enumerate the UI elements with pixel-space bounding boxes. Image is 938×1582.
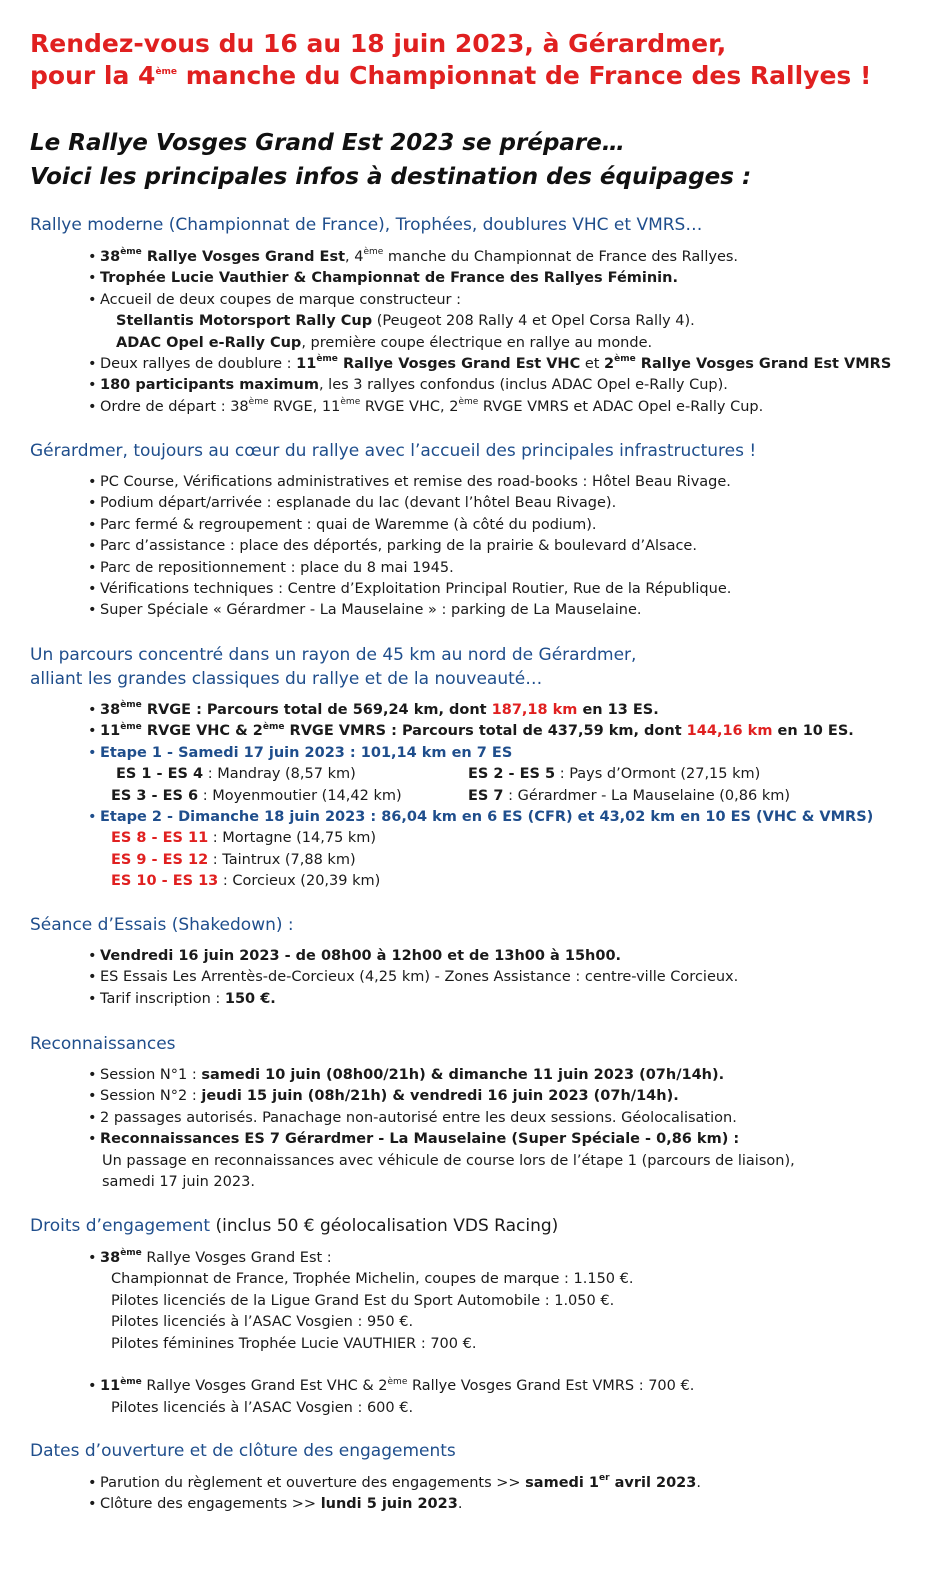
text: manche du Championnat de France des Rallyes.: [383, 249, 739, 265]
sup: ème: [614, 354, 636, 365]
stage-text: : Moyenmoutier (14,42 km): [198, 787, 402, 804]
sup: ème: [340, 397, 361, 408]
sup: ème: [120, 247, 142, 258]
sup: ème: [120, 700, 142, 711]
list-item: [88, 354, 891, 375]
list-item-etape-1: [88, 743, 873, 764]
section-list-gerardmer: [88, 472, 731, 622]
text: jeudi 15 juin (08h/21h) & vendredi 16 juin 2023 (07h/14h).: [201, 1088, 679, 1105]
sup: ème: [248, 397, 269, 408]
text: samedi 1: [525, 1475, 600, 1491]
intro-line-2: Voici les principales infos à destination des équipages :: [30, 164, 752, 190]
text: 11: [296, 356, 317, 373]
list-item: [88, 1473, 701, 1494]
list-item: [88, 397, 891, 418]
stage-id: ES 3 - ES 6: [111, 787, 199, 804]
text: ADAC Opel e-Rally Cup: [116, 334, 302, 351]
headline-line-1: Rendez-vous du 16 au 18 juin 2023, à Gérardmer,: [30, 29, 727, 58]
text: RVGE, 11: [268, 398, 341, 415]
section-title-line: alliant les grandes classiques du rallye et de la nouveauté…: [30, 669, 543, 689]
text: Parution du règlement et ouverture des engagements >>: [100, 1475, 526, 1491]
list-subitem: Pilotes licenciés de la Ligue Grand Est du Sport Automobile : 1.050 €.: [111, 1292, 615, 1309]
list-item: [88, 290, 891, 311]
text: Rallye Vosges Grand Est :: [141, 1250, 332, 1266]
stage-id: ES 8 - ES 11: [111, 830, 209, 847]
text: Deux rallyes de doublure :: [100, 356, 297, 373]
text: Session N°2 :: [100, 1088, 202, 1105]
headline-sup: ème: [155, 66, 178, 77]
text: Tarif inscription :: [100, 990, 225, 1007]
list-subitem: Pilotes licenciés à l’ASAC Vosgien : 600 €.: [111, 1399, 414, 1416]
text: Reconnaissances ES 7 Gérardmer - La Mauselaine (Super Spéciale - 0,86 km) :: [100, 1131, 740, 1148]
text: , les 3 rallyes confondus (inclus ADAC Opel e-Rally Cup).: [318, 377, 728, 394]
text: Trophée Lucie Vauthier & Championnat de France des Rallyes Féminin.: [100, 270, 678, 287]
list-item: [88, 1086, 795, 1107]
text: , 4: [345, 249, 364, 265]
list-item: • Super Spéciale « Gérardmer - La Mauselaine » : parking de La Mauselaine.: [88, 600, 731, 621]
list-subitem: samedi 17 juin 2023.: [102, 1174, 255, 1191]
sup: ème: [363, 247, 384, 258]
stage-text: : Taintrux (7,88 km): [208, 851, 356, 868]
stage-text: : Mandray (8,57 km): [203, 766, 356, 783]
section-list-dates: [88, 1473, 701, 1516]
text: .: [696, 1475, 701, 1491]
text: RVGE VMRS : Parcours total de 437,59 km, dont: [284, 723, 687, 740]
text: et: [580, 356, 605, 373]
list-item: • Podium départ/arrivée : esplanade du lac (devant l’hôtel Beau Rivage).: [88, 493, 731, 514]
list-item: [88, 1376, 694, 1397]
section-title-reconnaissances: Reconnaissances: [30, 1034, 176, 1054]
section-title-dates: Dates d’ouverture et de clôture des engagements: [30, 1441, 456, 1461]
stage-id: ES 1 - ES 4: [116, 766, 204, 783]
list-item: • PC Course, Vérifications administratives et remise des road-books : Hôtel Beau Rivage.: [88, 472, 731, 493]
headline-text: manche du Championnat de France des Rallyes !: [177, 61, 872, 90]
list-item: • Vérifications techniques : Centre d’Exploitation Principal Routier, Rue de la République.: [88, 579, 731, 600]
stage-text: : Corcieux (20,39 km): [218, 873, 381, 890]
list-subitem: Un passage en reconnaissances avec véhicule de course lors de l’étape 1 (parcours de liaison),: [102, 1152, 795, 1169]
text: 38: [100, 702, 121, 718]
section-title-parcours: [30, 643, 636, 691]
sup: er: [599, 1473, 610, 1484]
text: Session N°1 :: [100, 1067, 202, 1083]
text: Rallye Vosges Grand Est VHC: [337, 356, 581, 373]
text: 180 participants maximum: [100, 377, 319, 394]
stage-row: [88, 828, 873, 849]
list-item-etape-2: [88, 807, 873, 828]
list-item: [88, 1248, 694, 1269]
sup: ème: [120, 1376, 142, 1387]
section-title-gerardmer: Gérardmer, toujours au cœur du rallye avec l’accueil des principales infrastructures !: [30, 441, 757, 461]
section-list-shakedown: [88, 946, 738, 1010]
text: samedi 10 juin (08h00/21h) & dimanche 11 juin 2023 (07h/14h).: [201, 1067, 725, 1083]
list-subitem: Pilotes féminines Trophée Lucie VAUTHIER : 700 €.: [111, 1335, 477, 1352]
text: Clôture des engagements >>: [100, 1496, 321, 1513]
text: en 13 ES.: [577, 702, 659, 718]
stage-text: : Pays d’Ormont (27,15 km): [555, 766, 761, 783]
text: Ordre de départ : 38: [100, 398, 249, 415]
section-list-rallye-moderne: [88, 247, 891, 418]
text: Rallye Vosges Grand Est VHC & 2: [141, 1378, 388, 1395]
distance-highlight: 187,18 km: [491, 702, 578, 718]
sup: ème: [458, 397, 479, 408]
text: lundi 5 juin 2023: [320, 1496, 458, 1513]
sup: ème: [387, 1376, 408, 1387]
stage-id: ES 7: [468, 787, 504, 804]
text: Accueil de deux coupes de marque constructeur :: [100, 291, 461, 308]
list-item: [88, 268, 891, 289]
list-item: • ES Essais Les Arrentès-de-Corcieux (4,25 km) - Zones Assistance : centre-ville Corcieux.: [88, 967, 738, 988]
text: 11: [100, 1378, 121, 1395]
list-item: • 2 passages autorisés. Panachage non-autorisé entre les deux sessions. Géolocalisation.: [88, 1108, 795, 1129]
section-list-parcours: [88, 700, 873, 893]
text: (Peugeot 208 Rally 4 et Opel Corsa Rally 4).: [372, 313, 695, 330]
sup: ème: [120, 1248, 142, 1259]
section-list-droits: [88, 1248, 694, 1419]
section-title-droits: [30, 1214, 558, 1238]
section-title-line: Un parcours concentré dans un rayon de 45 km au nord de Gérardmer,: [30, 645, 637, 665]
text: avril 2023: [609, 1475, 697, 1491]
list-item: [88, 989, 738, 1010]
list-item: [88, 1129, 795, 1150]
list-subitem: [88, 311, 891, 332]
stage-row: [88, 850, 873, 871]
stage-row: [88, 764, 873, 785]
list-subitem: [88, 333, 891, 354]
list-item: [88, 700, 873, 721]
list-subitem: Championnat de France, Trophée Michelin, coupes de marque : 1.150 €.: [111, 1271, 634, 1288]
list-item: [88, 375, 891, 396]
list-item: [88, 721, 873, 742]
stage-row: [88, 871, 873, 892]
text: RVGE VHC, 2: [360, 398, 459, 415]
text: en 10 ES.: [772, 723, 854, 740]
list-item: • Parc fermé & regroupement : quai de Waremme (à côté du podium).: [88, 515, 731, 536]
intro-line-1: Le Rallye Vosges Grand Est 2023 se prépare…: [30, 130, 625, 156]
sup: ème: [262, 721, 285, 732]
stage-text: : Gérardmer - La Mauselaine (0,86 km): [503, 787, 791, 804]
title-text: Droits d’engagement: [30, 1216, 211, 1236]
stage-id: ES 2 - ES 5: [468, 766, 556, 783]
list-item: [88, 247, 891, 268]
text: Stellantis Motorsport Rally Cup: [116, 313, 373, 330]
headline-line-2: [30, 60, 871, 92]
text: Rallye Vosges Grand Est VMRS : 700 €.: [407, 1378, 695, 1395]
headline: [30, 28, 871, 92]
stage-id: ES 9 - ES 12: [111, 851, 209, 868]
list-item: [88, 946, 738, 967]
text: Etape 1 - Samedi 17 juin 2023 : 101,14 km en 7 ES: [100, 744, 513, 761]
text: .: [457, 1496, 463, 1513]
text: 150 €.: [224, 990, 276, 1007]
sup: ème: [316, 354, 338, 365]
sup: ème: [120, 721, 142, 732]
text: RVGE VMRS et ADAC Opel e-Rally Cup.: [478, 398, 764, 415]
text: 2: [604, 356, 615, 373]
section-title-shakedown: Séance d’Essais (Shakedown) :: [30, 915, 294, 935]
list-item: • Parc de repositionnement : place du 8 mai 1945.: [88, 558, 731, 579]
section-title-rallye-moderne: Rallye moderne (Championnat de France), Trophées, doublures VHC et VMRS…: [30, 215, 703, 235]
distance-highlight: 144,16 km: [686, 723, 773, 740]
text: Rallye Vosges Grand Est: [141, 249, 346, 265]
text: 11: [100, 723, 121, 740]
title-plain-text: (inclus 50 € géolocalisation VDS Racing): [210, 1216, 559, 1236]
stage-id: ES 10 - ES 13: [111, 873, 219, 890]
list-subitem: Pilotes licenciés à l’ASAC Vosgien : 950 €.: [111, 1314, 414, 1331]
text: Vendredi 16 juin 2023 - de 08h00 à 12h00 et de 13h00 à 15h00.: [100, 948, 622, 964]
text: RVGE VHC & 2: [141, 723, 263, 740]
stage-text: : Mortagne (14,75 km): [208, 830, 377, 847]
list-item: • Parc d’assistance : place des déportés, parking de la prairie & boulevard d’Alsace.: [88, 536, 731, 557]
text: Etape 2 - Dimanche 18 juin 2023 : 86,04 km en 6 ES (CFR) et 43,02 km en 10 ES (VHC & VMRS): [100, 809, 874, 825]
list-item: [88, 1065, 795, 1086]
intro: [30, 126, 751, 194]
text: , première coupe électrique en rallye au monde.: [301, 334, 653, 351]
text: 38: [100, 249, 121, 265]
stage-row: [88, 786, 873, 807]
list-item: [88, 1494, 701, 1515]
text: 38: [100, 1250, 121, 1266]
headline-text: pour la 4: [30, 61, 156, 90]
text: Rallye Vosges Grand Est VMRS: [635, 356, 892, 373]
section-list-reconnaissances: [88, 1065, 795, 1193]
text: RVGE : Parcours total de 569,24 km, dont: [141, 702, 492, 718]
